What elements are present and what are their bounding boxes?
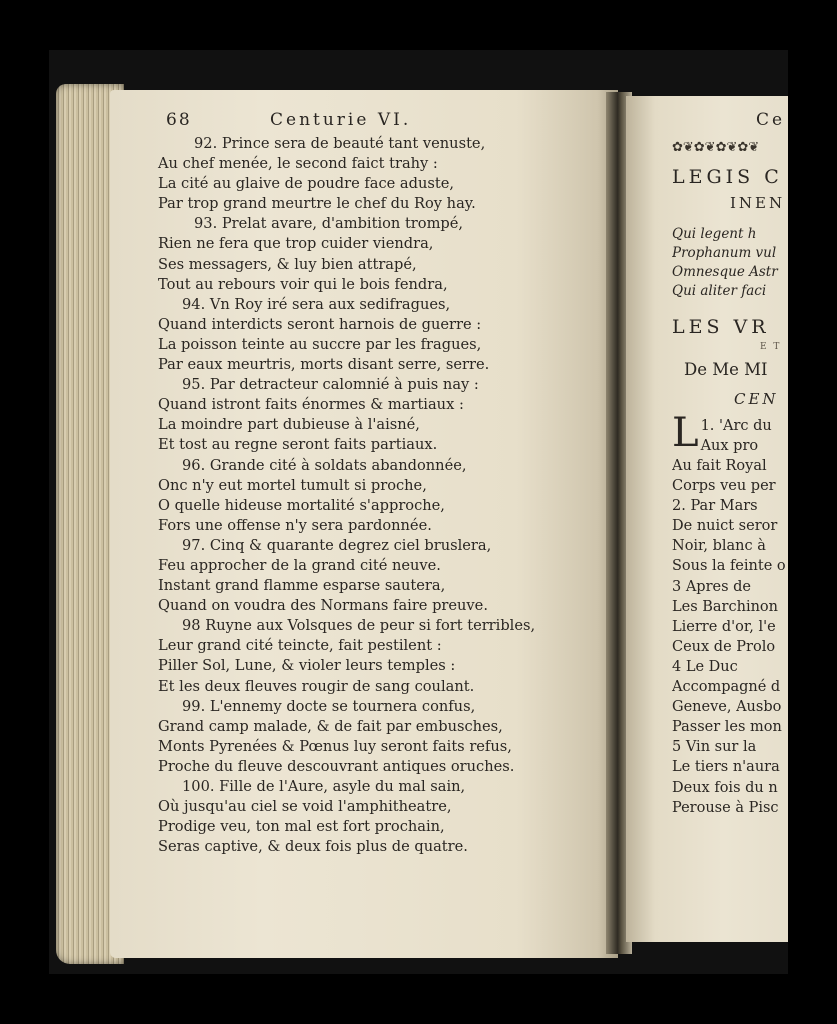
right-verse-line: 4 Le Duc (672, 658, 738, 675)
right-verse-line: Passer les mon (672, 719, 782, 736)
right-verse-lines (672, 456, 788, 818)
verse-line: Et tost au regne seront faits partiaux. (158, 436, 438, 454)
verse-line: 93. Prelat avare, d'ambition trompé, (194, 215, 464, 233)
verse-line: 100. Fille de l'Aure, asyle du mal sain, (182, 778, 466, 795)
left-page-text (158, 110, 578, 857)
verse-line: Tout au rebours voir qui le bois fendra, (158, 275, 448, 293)
right-verse-line: Lierre d'or, l'e (672, 618, 776, 635)
verse-line: Leur grand cité teincte, fait pestilent : (158, 637, 442, 655)
verse-line: Quand on voudra des Normans faire preuve. (158, 597, 488, 615)
ornament-band: ✿❦✿❦✿❦✿❦ (672, 140, 760, 155)
verse-line: 94. Vn Roy iré sera aux sedifragues, (182, 295, 451, 313)
verse-line: Rien ne fera que trop cuider viendra, (158, 235, 434, 253)
verse-line: Au chef menée, le second faict trahy : (158, 155, 438, 173)
verse-line: Ses messagers, & luy bien attrapé, (158, 255, 417, 273)
right-verse-line: Sous la feinte o (672, 558, 786, 575)
right-verse-line: 3 Apres de (672, 578, 752, 595)
right-page-text (672, 110, 788, 818)
verse-line: Instant grand flamme esparse sautera, (158, 577, 446, 595)
right-verse-line: Au fait Royal (672, 458, 767, 474)
second-line: Aux pro (700, 438, 759, 454)
verse-line: O quelle hideuse mortalité s'approche, (158, 496, 445, 514)
verse-line: La moindre part dubieuse à l'aisné, (158, 416, 420, 434)
page-number: 68 (166, 110, 192, 130)
verse-line: Où jusqu'au ciel se void l'amphitheatre, (158, 798, 452, 816)
running-title: Centurie VI. (270, 110, 412, 130)
verse-line: 98 Ruyne aux Volsques de peur si fort terribles, (182, 617, 536, 635)
right-verse-line: 5 Vin sur la (672, 739, 757, 756)
verse-line: Seras captive, & deux fois plus de quatre. (158, 838, 468, 856)
verse-line: Prodige veu, ton mal est fort prochain, (158, 818, 445, 836)
verse-line: Proche du fleuve descouvrant antiques oruches. (158, 757, 515, 775)
heading-les-vrayes: LES VR (672, 316, 770, 338)
right-verse-line: 2. Par Mars (672, 498, 758, 515)
heading-legis: LEGIS C (672, 166, 783, 188)
verse-lines (158, 134, 578, 857)
right-verse-line: Deux fois du n (672, 779, 778, 796)
first-quatrain-start (672, 410, 788, 456)
italic-line: Prophanum vul (672, 245, 777, 261)
verse-line: Et les deux fleuves rougir de sang coulant. (158, 677, 475, 695)
verse-line: Feu approcher de la grand cité neuve. (158, 556, 441, 574)
first-line: 1. 'Arc du (700, 418, 772, 434)
verse-line: Grand camp malade, & de fait par embusches, (158, 717, 503, 735)
verse-line: 96. Grande cité à soldats abandonnée, (182, 456, 467, 474)
left-page-header (158, 110, 578, 134)
verse-line: Piller Sol, Lune, & violer leurs temples : (158, 657, 456, 675)
verse-line: La cité au glaive de poudre face aduste, (158, 175, 455, 193)
verse-line: Quand interdicts seront harnois de guerre : (158, 315, 482, 333)
right-running-title: Ce (756, 110, 786, 130)
right-verse-line: Ceux de Prolo (672, 638, 776, 655)
right-verse-line: Noir, blanc à (672, 538, 766, 555)
verse-line: 95. Par detracteur calomnié à puis nay : (182, 376, 479, 394)
verse-line: La poisson teinte au succre par les fragues, (158, 335, 482, 353)
verse-line: Monts Pyrenées & Pœnus luy seront faits refus, (158, 737, 512, 755)
right-verse-line: Les Barchinon (672, 598, 778, 615)
verse-line: 99. L'ennemy docte se tournera confus, (182, 697, 476, 715)
italic-verse (672, 226, 788, 302)
italic-line: Qui legent h (672, 226, 757, 242)
right-verse-line: Perouse à Pisc (672, 799, 779, 816)
verse-line: Quand istront faits énormes & martiaux : (158, 396, 464, 414)
right-verse-line: Le tiers n'aura (672, 759, 780, 776)
verse-line: Fors une offense n'y sera pardonnée. (158, 516, 432, 534)
right-verse-line: Geneve, Ausbo (672, 699, 782, 716)
verse-line: Par eaux meurtris, morts disant serre, serre. (158, 356, 490, 374)
verse-line: 92. Prince sera de beauté tant venuste, (194, 135, 486, 152)
italic-line: Omnesque Astr (672, 264, 778, 280)
heading-author: De Me MI (684, 360, 768, 379)
italic-line: Qui aliter faci (672, 283, 767, 299)
right-verse-line: De nuict seror (672, 518, 778, 535)
verse-line: Par trop grand meurtre le chef du Roy hay. (158, 195, 476, 213)
right-verse-line: Accompagné d (672, 679, 781, 696)
heading-inen: INEN (730, 194, 786, 212)
verse-line: Onc n'y eut mortel tumult si proche, (158, 476, 427, 494)
right-verse-line: Corps veu per (672, 478, 776, 495)
drop-capital: L (672, 410, 699, 456)
verse-line: 97. Cinq & quarante degrez ciel bruslera, (182, 536, 492, 554)
heading-et: E T (760, 342, 782, 352)
heading-centurie: CEN (734, 390, 779, 408)
